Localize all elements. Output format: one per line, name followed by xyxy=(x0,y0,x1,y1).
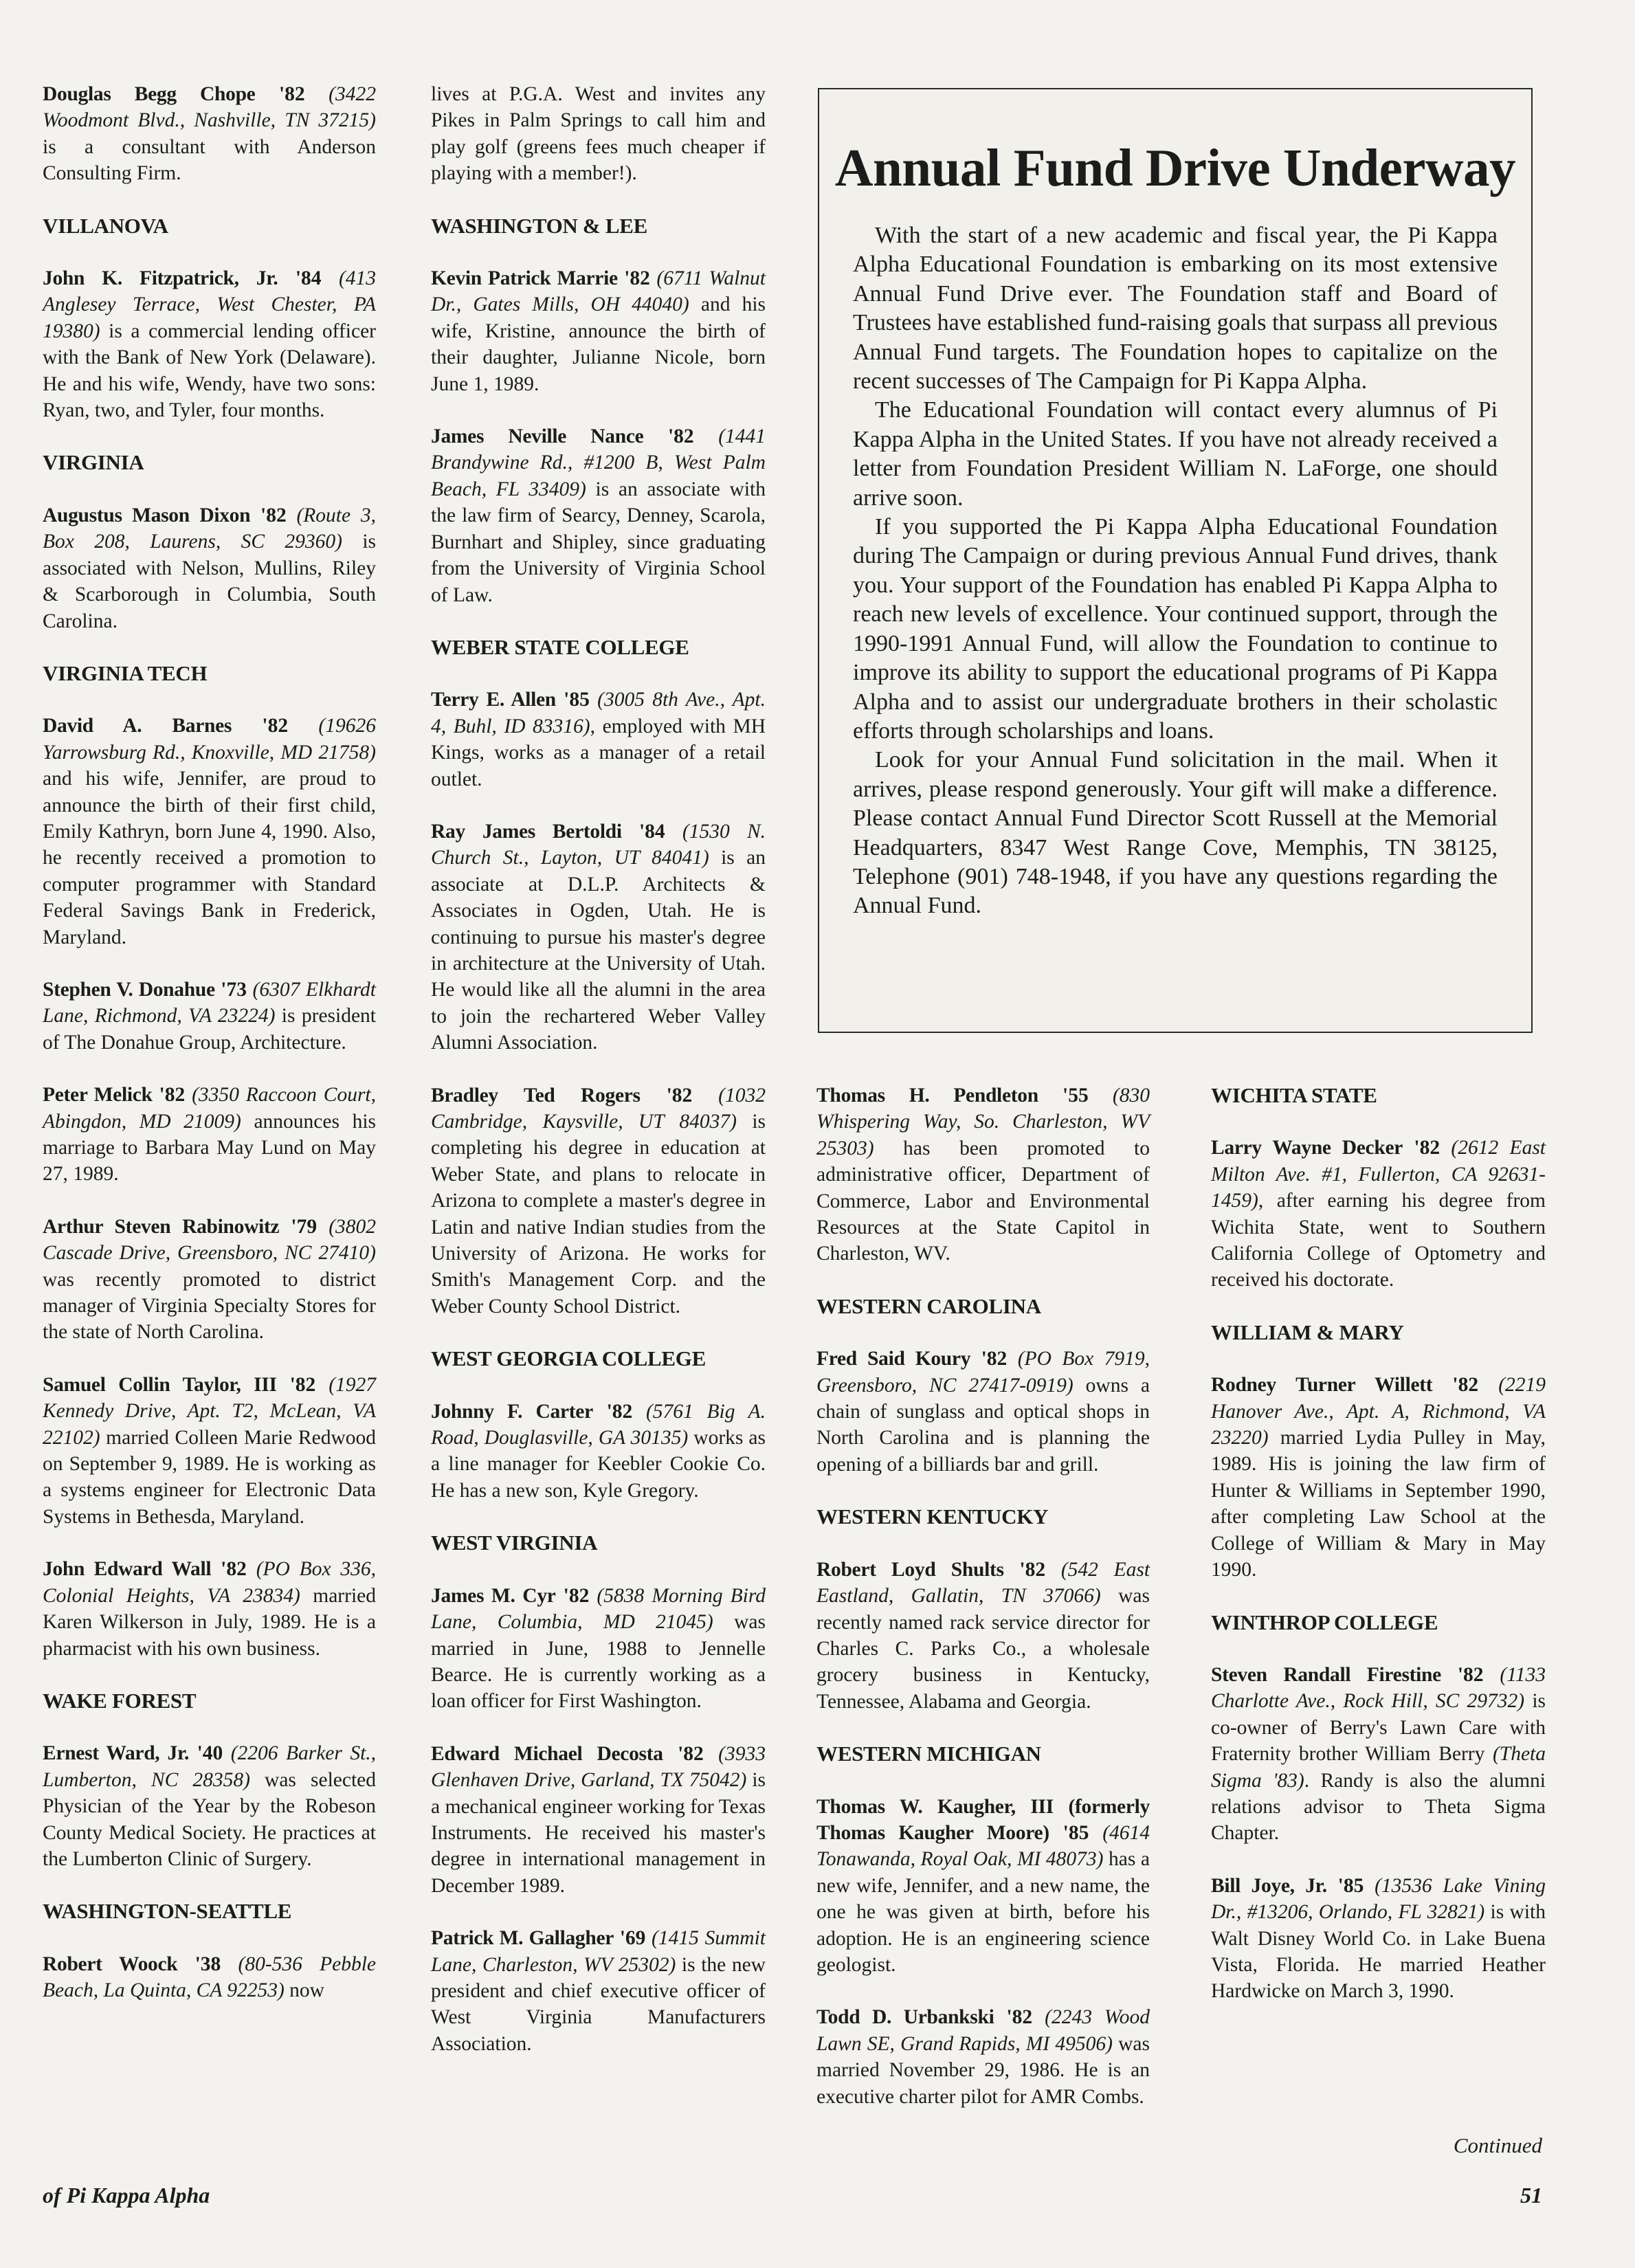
alumni-entry: Patrick M. Gallagher '69 (1415 Summit Lane, Charleston, WV 25302) is the new president and chief executive officer of West Virginia Manufacturers Association. xyxy=(431,1927,766,2055)
section-heading: WASHINGTON-SEATTLE xyxy=(43,1899,292,1924)
alumni-entry: Rodney Turner Willett '82 (2219 Hanover Ave., Apt. A, Richmond, VA 23220) married Lydia Pulley in May, 1989. His is joining the law firm of Hunter & Williams in September 1990, after completing Law School at the College of William & Mary in May 1990. xyxy=(1211,1374,1546,1581)
feature-paragraph: The Educational Foundation will contact every alumnus of Pi Kappa Alpha in the United States. If you have not already received a letter from Foundation President William N. LaForge, one should arrive soon. xyxy=(853,397,1498,511)
alumni-entry: Thomas W. Kaugher, III (formerly Thomas Kaugher Moore) '85 (4614 Tonawanda, Royal Oak, MI 48073) has a new wife, Jennifer, and a new name, the one he was given at birth, before his adoption. He is an engineering science geologist. xyxy=(816,1795,1150,1976)
section-heading: WAKE FOREST xyxy=(43,1688,197,1713)
page-number: 51 xyxy=(1520,2183,1542,2208)
alumni-entry: Thomas H. Pendleton '55 (830 Whispering Way, So. Charleston, WV 25303) has been promoted to administrative officer, Department of Commerce, Labor and Environmental Resources at the State Capitol in Charleston, WV. xyxy=(816,1085,1150,1265)
alumni-entry: Fred Said Koury '82 (PO Box 7919, Greensboro, NC 27417-0919) owns a chain of sunglass and optical shops in North Carolina and is planning the opening of a billiards bar and grill. xyxy=(816,1348,1150,1476)
publication-footer: of Pi Kappa Alpha xyxy=(43,2183,210,2208)
alumni-entry: Peter Melick '82 (3350 Raccoon Court, Abingdon, MD 21009) announces his marriage to Barbara May Lund on May 27, 1989. xyxy=(43,1084,377,1186)
feature-body xyxy=(853,221,1498,921)
section-heading: VIRGINIA xyxy=(43,450,144,475)
column-1 xyxy=(43,81,376,2030)
alumni-entry: Robert Loyd Shults '82 (542 East Eastland, Gallatin, TN 37066) was recently named rack service director for Charles C. Parks Co., a wholesale grocery business in Kentucky, Tennessee, Alabama and Georgia. xyxy=(816,1558,1150,1713)
alumni-entry: Steven Randall Firestine '82 (1133 Charlotte Ave., Rock Hill, SC 29732) is co-owner of Berry's Lawn Care with Fraternity brother William Berry (Theta Sigma '83). Randy is also the alumni relations advisor to Theta Sigma Chapter. xyxy=(1211,1663,1546,1845)
alumni-entry: Robert Woock '38 (80-536 Pebble Beach, La Quinta, CA 92253) now xyxy=(43,1953,377,2002)
section-heading: WEST VIRGINIA xyxy=(431,1531,598,1555)
section-heading: VIRGINIA TECH xyxy=(43,660,208,685)
section-heading: WASHINGTON & LEE xyxy=(431,213,648,238)
alumni-entry: Augustus Mason Dixon '82 (Route 3, Box 208, Laurens, SC 29360) is associated with Nelson, Mullins, Riley & Scarborough in Columbia, South Carolina. xyxy=(43,504,376,632)
column-4 xyxy=(1211,1082,1546,2031)
alumni-entry-continued: lives at P.G.A. West and invites any Pikes in Palm Springs to call him and play golf (greens fees much cheaper if playing with a member!). xyxy=(431,83,766,185)
alumni-entry: Todd D. Urbankski '82 (2243 Wood Lawn SE, Grand Rapids, MI 49506) was married November 29, 1986. He is an executive charter pilot for AMR Combs. xyxy=(816,2006,1150,2108)
section-heading: WILLIAM & MARY xyxy=(1211,1320,1404,1344)
section-heading: WICHITA STATE xyxy=(1211,1083,1377,1107)
alumni-entry: James M. Cyr '82 (5838 Morning Bird Lane, Columbia, MD 21045) was married in June, 1988 to Jennelle Bearce. He is currently working as a loan officer for First Washington. xyxy=(431,1584,766,1713)
alumni-entry: John Edward Wall '82 (PO Box 336, Colonial Heights, VA 23834) married Karen Wilkerson in July, 1989. He is a pharmacist with his own business. xyxy=(43,1558,377,1660)
section-heading: WEST GEORGIA COLLEGE xyxy=(431,1346,706,1371)
alumni-entry: David A. Barnes '82 (19626 Yarrowsburg Rd., Knoxville, MD 21758) and his wife, Jennifer, are proud to announce the birth of their first child, Emily Kathryn, born June 4, 1990. Also, he recently received a promotion to computer programmer with Standard Federal Savings Bank in Frederick, Maryland. xyxy=(43,715,376,948)
feature-paragraph: If you supported the Pi Kappa Alpha Educational Foundation during The Campaign or during previous Annual Fund drives, thank you. Your support of the Foundation has enabled Pi Kappa Alpha to reach new levels of excellence. Your continued support, through the 1990-1991 Annual Fund, will allow the Foundation to continue to improve its ability to support the educational programs of Pi Kappa Alpha and to assist our undergraduate brothers in their scholastic efforts through scholarships and loans. xyxy=(853,514,1498,744)
feature-paragraph: With the start of a new academic and fiscal year, the Pi Kappa Alpha Educational Foundation is embarking on its most extensive Annual Fund Drive ever. The Foundation staff and Board of Trustees have established fund-raising goals that surpass all previous Annual Fund targets. The Foundation hopes to capitalize on the recent successes of The Campaign for Pi Kappa Alpha. xyxy=(853,223,1498,394)
alumni-entry: Ernest Ward, Jr. '40 (2206 Barker St., Lumberton, NC 28358) was selected Physician of the Year by the Robeson County Medical Society. He practices at the Lumberton Clinic of Surgery. xyxy=(43,1742,377,1870)
section-heading: WESTERN CAROLINA xyxy=(816,1293,1041,1318)
alumni-entry: Samuel Collin Taylor, III '82 (1927 Kennedy Drive, Apt. T2, McLean, VA 22102) married Colleen Marie Redwood on September 9, 1989. He is working as a systems engineer for Electronic Data Systems in Bethesda, Maryland. xyxy=(43,1373,377,1528)
section-heading: WESTERN KENTUCKY xyxy=(816,1504,1049,1529)
column-2 xyxy=(431,81,766,2083)
feature-title: Annual Fund Drive Underway xyxy=(834,138,1516,197)
alumni-entry: Larry Wayne Decker '82 (2612 East Milton Ave. #1, Fullerton, CA 92631-1459), after earning his degree from Wichita State, went to Southern California College of Optometry and received his doctorate. xyxy=(1211,1137,1546,1291)
feature-box xyxy=(818,88,1533,1033)
alumni-entry: Arthur Steven Rabinowitz '79 (3802 Cascade Drive, Greensboro, NC 27410) was recently promoted to district manager of Virginia Specialty Stores for the state of North Carolina. xyxy=(43,1215,377,1344)
alumni-entry: Terry E. Allen '85 (3005 8th Ave., Apt. 4, Buhl, ID 83316), employed with MH Kings, works as a manager of a retail outlet. xyxy=(431,689,766,790)
alumni-entry: John K. Fitzpatrick, Jr. '84 (413 Anglesey Terrace, West Chester, PA 19380) is a commercial lending officer with the Bank of New York (Delaware). He and his wife, Wendy, have two sons: Ryan, two, and Tyler, four months. xyxy=(43,267,377,422)
alumni-entry: Stephen V. Donahue '73 (6307 Elkhardt Lane, Richmond, VA 23224) is president of The Donahue Group, Architecture. xyxy=(43,978,377,1054)
alumni-entry: Bill Joye, Jr. '85 (13536 Lake Vining Dr., #13206, Orlando, FL 32821) is with Walt Disney World Co. in Lake Buena Vista, Florida. He married Heather Hardwicke on March 3, 1990. xyxy=(1211,1874,1546,2003)
column-3 xyxy=(816,1082,1150,2136)
section-heading: VILLANOVA xyxy=(43,213,168,238)
alumni-entry: Edward Michael Decosta '82 (3933 Glenhaven Drive, Garland, TX 75042) is a mechanical engineer working for Texas Instruments. He received his master's degree in international management in December 1989. xyxy=(431,1742,766,1897)
alumni-entry: Douglas Begg Chope '82 (3422 Woodmont Blvd., Nashville, TN 37215) is a consultant with Anderson Consulting Firm. xyxy=(43,83,376,185)
continued-label: Continued xyxy=(1453,2133,1542,2157)
section-heading: WESTERN MICHIGAN xyxy=(816,1742,1041,1766)
alumni-entry: Bradley Ted Rogers '82 (1032 Cambridge, Kaysville, UT 84037) is completing his degree in education at Weber State, and plans to relocate in Arizona to complete a master's degree in Latin and native Indian studies from the University of Arizona. He works for Smith's Management Corp. and the Weber County School District. xyxy=(431,1084,766,1318)
section-heading: WEBER STATE COLLEGE xyxy=(431,634,689,659)
alumni-entry: Kevin Patrick Marrie '82 (6711 Walnut Dr., Gates Mills, OH 44040) and his wife, Kristine, announce the birth of their daughter, Julianne Nicole, born June 1, 1989. xyxy=(431,267,766,395)
section-heading: WINTHROP COLLEGE xyxy=(1211,1610,1438,1634)
feature-paragraph: Look for your Annual Fund solicitation in the mail. When it arrives, please respond generously. Your gift will make a difference. Please contact Annual Fund Director Scott Russell at the Memorial Headquarters, 8347 West Range Cove, Memphis, TN 38125, Telephone (901) 748-1948, if you have any questions regarding the Annual Fund. xyxy=(853,747,1498,919)
alumni-entry: James Neville Nance '82 (1441 Brandywine Rd., #1200 B, West Palm Beach, FL 33409) is an associate with the law firm of Searcy, Denney, Scarola, Burnhart and Shipley, since graduating from the University of Virginia School of Law. xyxy=(431,425,766,606)
alumni-entry: Johnny F. Carter '82 (5761 Big A. Road, Douglasville, GA 30135) works as a line manager for Keebler Cookie Co. He has a new son, Kyle Gregory. xyxy=(431,1400,766,1502)
alumni-entry: Ray James Bertoldi '84 (1530 N. Church St., Layton, UT 84041) is an associate at D.L.P. Architects & Associates in Ogden, Utah. He is continuing to pursue his master's degree in architecture at the University of Utah. He would like all the alumni in the area to join the rechartered Weber Valley Alumni Association. xyxy=(431,820,766,1054)
